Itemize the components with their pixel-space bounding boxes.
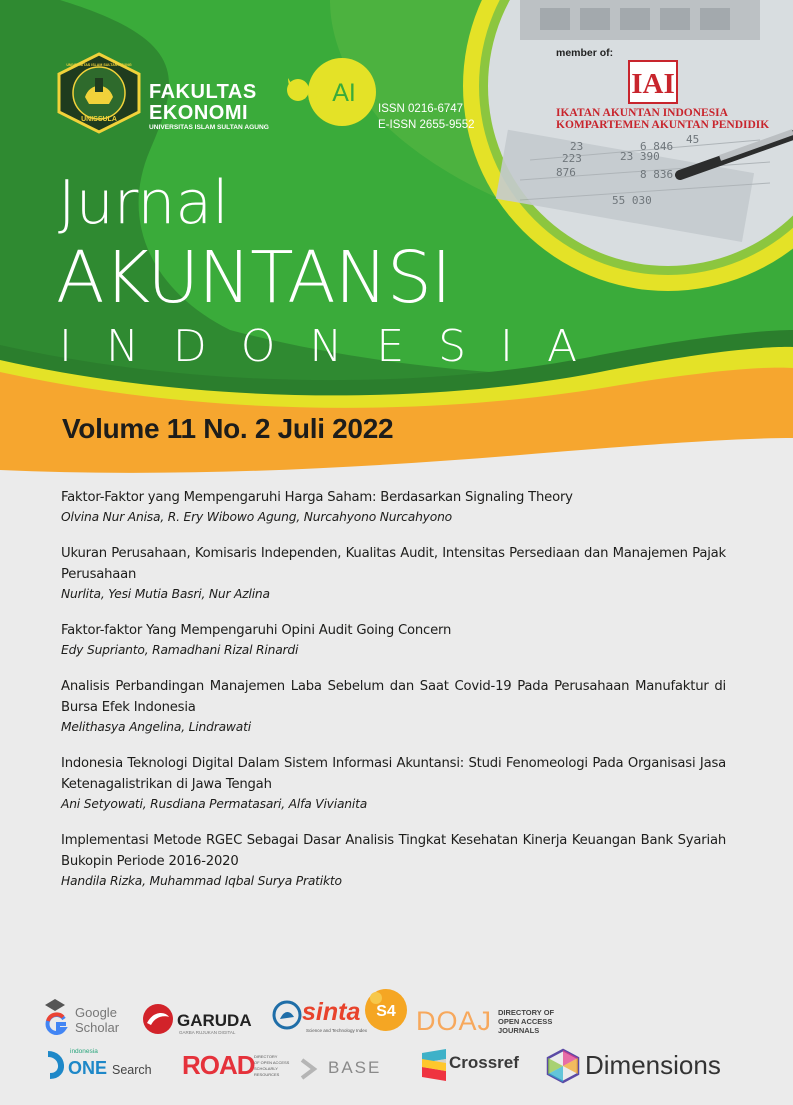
crossref-text: Crossref xyxy=(449,1053,519,1072)
sinta-level-text: S4 xyxy=(376,1003,396,1020)
doaj-subtext-2: OPEN ACCESS xyxy=(498,1017,553,1026)
iai-name: IKATAN AKUNTAN INDONESIA xyxy=(556,107,728,119)
article-title[interactable]: Indonesia Teknologi Digital Dalam Sistem Informasi Akuntansi: Studi Fenomeologi Pada Organisasi Jasa Ketenagalistrikan di Jawa Tengah xyxy=(61,756,726,792)
garuda-subtext: GARBA RUJUKAN DIGITAL xyxy=(179,1030,236,1035)
photo-figure: 23 xyxy=(570,140,584,153)
doaj-logo[interactable] xyxy=(416,1006,556,1038)
google-scholar-text-2: Scholar xyxy=(75,1020,120,1035)
issn-block xyxy=(378,101,475,133)
faculty-line-2: EKONOMI xyxy=(149,102,249,124)
journal-title-jurnal: Jurnal xyxy=(58,168,229,238)
volume-issue: Volume 11 No. 2 Juli 2022 xyxy=(62,413,394,444)
iai-name-block xyxy=(556,107,769,131)
photo-figure: 876 xyxy=(556,166,576,179)
onesearch-search-text: Search xyxy=(112,1063,152,1077)
article-authors: Nurlita, Yesi Mutia Basri, Nur Azlina xyxy=(61,587,270,601)
article-authors: Melithasya Angelina, Lindrawati xyxy=(61,720,251,734)
onesearch-icon xyxy=(44,1050,68,1080)
garuda-icon xyxy=(141,1003,175,1035)
onesearch-top-text: indonesia xyxy=(70,1048,98,1055)
base-chevron-icon xyxy=(300,1058,328,1080)
photo-figure: 45 xyxy=(686,133,700,146)
article-entry[interactable] xyxy=(61,543,726,603)
doaj-subtext-1: DIRECTORY OF xyxy=(498,1008,555,1017)
unissula-seal-logo xyxy=(55,52,143,134)
iai-logo xyxy=(628,60,678,104)
faculty-name xyxy=(149,82,257,124)
issn: ISSN 0216-6747 xyxy=(378,103,464,115)
base-text: BASE xyxy=(328,1058,382,1077)
sinta-globe-icon xyxy=(272,1000,302,1030)
dimensions-icon xyxy=(545,1048,581,1084)
photo-figure: 23 390 xyxy=(620,150,660,163)
doaj-subtext-3: JOURNALS xyxy=(498,1026,540,1035)
photo-figure: 223 xyxy=(562,152,582,165)
jai-logo xyxy=(284,52,376,132)
article-title[interactable]: Analisis Perbandingan Manajemen Laba Sebelum dan Saat Covid-19 Pada Perusahaan Manufaktur di Bursa Efek Indonesia xyxy=(61,679,726,715)
indonesia-onesearch-logo[interactable] xyxy=(44,1046,156,1082)
article-title[interactable]: Faktor-Faktor yang Mempengaruhi Harga Saham: Berdasarkan Signaling Theory xyxy=(61,490,573,505)
road-subtext-4: RESOURCES xyxy=(254,1072,280,1077)
garuda-text: GARUDA xyxy=(177,1011,252,1030)
iai-sub: KOMPARTEMEN AKUNTAN PENDIDIK xyxy=(556,119,770,131)
dimensions-text: Dimensions xyxy=(585,1050,721,1080)
road-text: ROAD xyxy=(182,1050,255,1080)
sinta-level-badge xyxy=(364,988,408,1032)
google-scholar-text-1: Google xyxy=(75,1005,117,1020)
journal-title-akuntansi: AKUNTANSI xyxy=(56,236,451,319)
article-title[interactable]: Implementasi Metode RGEC Sebagai Dasar Analisis Tingkat Kesehatan Kinerja Keuangan Bank Syariah Bukopin Periode 2016-2020 xyxy=(61,833,726,869)
google-scholar-icon xyxy=(42,999,72,1037)
article-entry[interactable] xyxy=(61,487,726,526)
article-entry[interactable] xyxy=(61,830,726,890)
article-entry[interactable] xyxy=(61,676,726,736)
road-logo[interactable] xyxy=(182,1050,290,1084)
photo-figure: 8 836 xyxy=(640,168,674,181)
photo-figure: 55 030 xyxy=(612,194,652,207)
google-scholar-logo[interactable] xyxy=(42,999,132,1039)
faculty-line-1: FAKULTAS xyxy=(149,81,257,103)
garuda-logo[interactable] xyxy=(141,1003,266,1039)
article-entry[interactable] xyxy=(61,620,726,659)
base-logo[interactable] xyxy=(300,1056,392,1084)
onesearch-one-text: ONE xyxy=(68,1058,108,1078)
article-title[interactable]: Ukuran Perusahaan, Komisaris Independen, Kualitas Audit, Intensitas Persediaan dan Manajemen Pajak Perusahaan xyxy=(61,546,726,582)
sinta-subtext: Science and Technology Index xyxy=(306,1028,367,1033)
journal-title-indonesia: INDONESIA xyxy=(59,321,612,372)
article-title[interactable]: Faktor-faktor Yang Mempengaruhi Opini Audit Going Concern xyxy=(61,623,452,638)
seal-ring-text: UNIVERSITAS ISLAM SULTAN AGUNG xyxy=(66,63,132,67)
member-of-label: member of: xyxy=(556,47,614,59)
doaj-text: DOAJ xyxy=(416,1006,493,1036)
sinta-logo[interactable] xyxy=(272,988,408,1040)
article-authors: Ani Setyowati, Rusdiana Permatasari, Alfa Vivianita xyxy=(61,797,368,811)
jai-logo-text: AI xyxy=(332,79,356,107)
road-subtext-1: DIRECTORY xyxy=(254,1054,278,1059)
article-authors: Handila Rizka, Muhammad Iqbal Surya Pratikto xyxy=(61,874,342,888)
road-subtext-3: SCHOLARLY xyxy=(254,1066,278,1071)
road-subtext-2: OF OPEN ACCESS xyxy=(254,1060,290,1065)
table-of-contents xyxy=(61,487,726,907)
article-authors: Olvina Nur Anisa, R. Ery Wibowo Agung, Nurcahyono Nurcahyono xyxy=(61,510,452,524)
eissn: E-ISSN 2655-9552 xyxy=(378,119,475,131)
dimensions-logo[interactable] xyxy=(545,1048,745,1086)
iai-logo-text: IAI xyxy=(631,68,675,100)
crossref-icon xyxy=(422,1049,446,1081)
article-entry[interactable] xyxy=(61,753,726,813)
university-name: UNIVERSITAS ISLAM SULTAN AGUNG xyxy=(149,124,269,131)
crossref-logo[interactable] xyxy=(422,1047,526,1083)
photo-figure: 6 846 xyxy=(640,140,674,153)
sinta-text: sinta xyxy=(302,998,361,1026)
article-authors: Edy Suprianto, Ramadhani Rizal Rinardi xyxy=(61,643,299,657)
seal-label: UNISSULA xyxy=(81,116,117,123)
